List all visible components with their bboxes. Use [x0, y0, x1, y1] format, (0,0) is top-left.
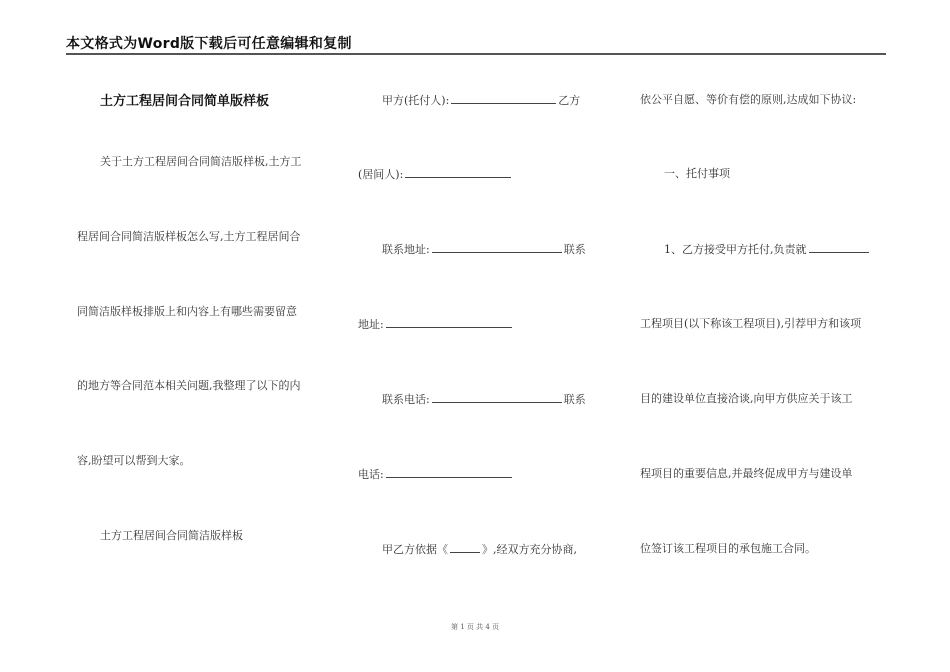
- phone-label: 联系电话:: [382, 393, 430, 406]
- address2-label: 地址:: [358, 318, 384, 331]
- party-a-line: [382, 93, 580, 108]
- col1-line-4: 的地方等合同范本相关问题,我整理了以下的内: [77, 379, 301, 392]
- col1-line-6: 土方工程居间合同简洁版样板: [100, 529, 243, 542]
- party-a-blank: [451, 93, 556, 104]
- basis-line: [382, 542, 577, 557]
- document-title: 土方工程居间合同简单版样板: [100, 94, 270, 109]
- col3-line-7: 位签订该工程项目的承包施工合同。: [640, 542, 816, 555]
- contact-tail-1: 联系: [563, 243, 586, 256]
- address2-line: [358, 317, 514, 332]
- basis-blank: [450, 542, 480, 553]
- col1-line-5: 容,盼望可以帮到大家。: [77, 454, 191, 467]
- party-b-blank: [405, 167, 511, 178]
- section-heading: 一、托付事项: [664, 167, 730, 180]
- page-footer: 第 1 页 共 4 页: [450, 623, 500, 631]
- col1-line-3: 同简洁版样板排版上和内容上有哪些需要留意: [77, 305, 297, 318]
- header-rule: [66, 53, 886, 55]
- col3-item-line: [664, 242, 871, 257]
- col3-line-4: 工程项目(以下称该工程项目),引荐甲方和该项: [640, 317, 862, 330]
- address-blank: [432, 242, 562, 253]
- party-b-cont-label: (居间人):: [358, 168, 404, 181]
- item-blank: [809, 242, 869, 253]
- party-a-label: 甲方(托付人):: [382, 94, 450, 107]
- col3-line-6: 程项目的重要信息,并最终促成甲方与建设单: [640, 467, 853, 480]
- party-b-cont-line: [358, 167, 513, 182]
- basis-prefix: 甲乙方依据《: [382, 543, 448, 556]
- phone-blank: [432, 392, 562, 403]
- col3-line-1: 依公平自愿、等价有偿的原则,达成如下协议:: [640, 93, 857, 106]
- phone2-line: [358, 467, 514, 482]
- phone2-label: 电话:: [358, 468, 384, 481]
- col1-line-1: 关于土方工程居间合同简洁版样板,土方工: [100, 155, 302, 168]
- contact-tail-2: 联系: [563, 393, 586, 406]
- phone-line: [382, 392, 586, 407]
- address-line: [382, 242, 586, 257]
- address2-blank: [386, 317, 512, 328]
- party-b-label: 乙方: [558, 94, 581, 107]
- col1-line-2: 程居间合同简洁版样板怎么写,土方工程居间合: [77, 230, 301, 243]
- item-text: 1、乙方接受甲方托付,负责就: [664, 243, 807, 256]
- phone2-blank: [386, 467, 512, 478]
- basis-suffix: 》,经双方充分协商,: [482, 543, 577, 556]
- address-label: 联系地址:: [382, 243, 430, 256]
- document-banner: 本文格式为Word版下载后可任意编辑和复制: [66, 36, 352, 52]
- col3-line-5: 目的建设单位直接洽谈,向甲方供应关于该工: [640, 392, 853, 405]
